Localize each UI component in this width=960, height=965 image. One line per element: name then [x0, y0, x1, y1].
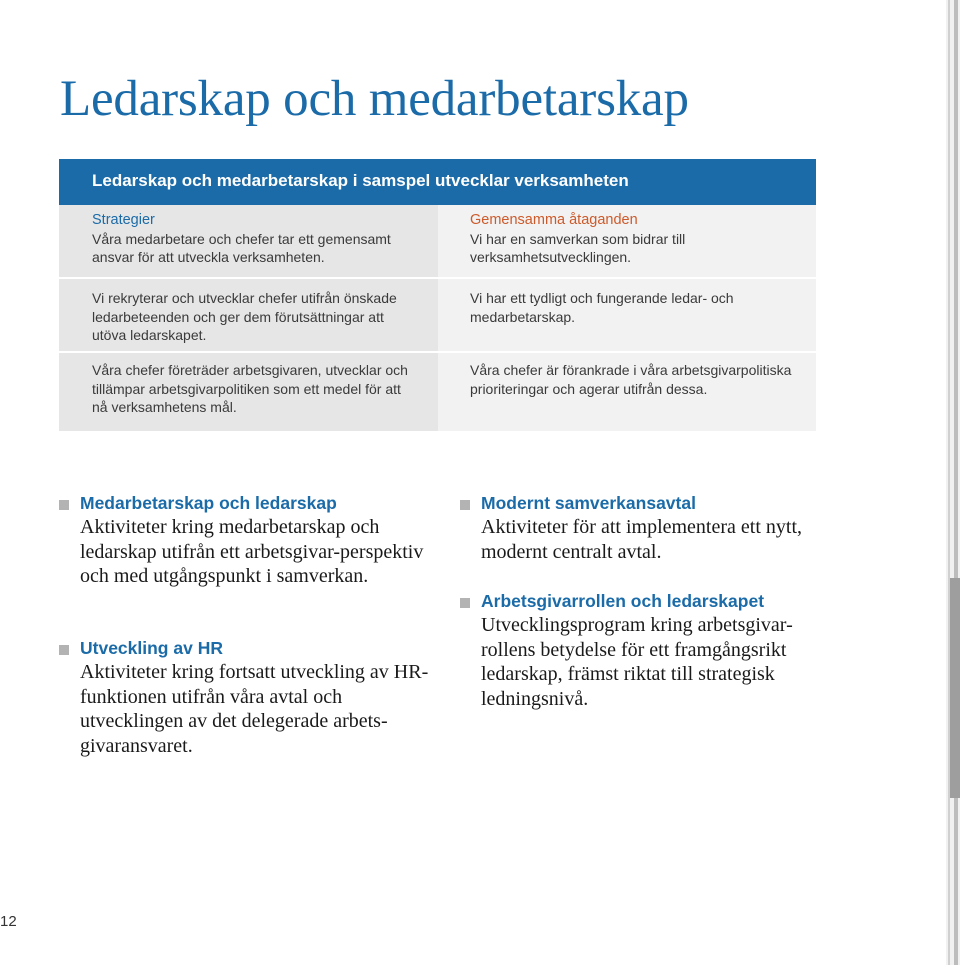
activity-heading: Modernt samverkansavtal	[481, 493, 696, 513]
commitment-item: Våra chefer är förankrade i våra arbetsgivarpolitiska prioriteringar och agerar utifrån dessa.	[470, 362, 792, 397]
square-bullet-icon	[460, 500, 470, 510]
table-header: Ledarskap och medarbetarskap i samspel utvecklar verksamheten	[59, 159, 816, 205]
commitment-item: Vi har ett tydligt och fungerande ledar- och medarbetarskap.	[470, 290, 734, 325]
square-bullet-icon	[460, 598, 470, 608]
square-bullet-icon	[59, 645, 69, 655]
row-divider	[59, 351, 438, 353]
row-divider	[438, 351, 816, 353]
page-edge-decoration	[946, 0, 960, 965]
row-divider	[438, 277, 816, 279]
page-title: Ledarskap och medarbetarskap	[60, 71, 689, 127]
activity-heading: Arbetsgivarrollen och ledarskapet	[481, 591, 765, 611]
row-divider	[59, 277, 438, 279]
commitment-text: Vi har en samverkan som bidrar till verksamhetsutvecklingen.	[470, 230, 686, 265]
strategy-item: Våra chefer företräder arbetsgivaren, utvecklar och tillämpar arbetsgivarpolitiken som ett medel för att nå verksamhetens mål.	[92, 362, 408, 415]
activity-text: Aktiviteter för att implementera ett nytt, modernt centralt avtal.	[481, 516, 803, 563]
commitments-heading: Gemensamma åtaganden	[470, 212, 638, 228]
edge-tab-marker	[950, 578, 960, 798]
strategy-heading: Strategier	[92, 212, 155, 228]
strategy-column	[59, 205, 438, 431]
activity-heading: Medarbetarskap och ledarskap	[80, 493, 337, 513]
activity-text: Aktiviteter kring medarbetarskap och ledarskap utifrån ett arbetsgivar-perspektiv och med utgångspunkt i samverkan.	[80, 516, 424, 587]
page-number: 12	[0, 913, 17, 930]
commitments-column	[438, 205, 816, 431]
edge-line	[948, 0, 950, 965]
strategy-item: Vi rekryterar och utvecklar chefer utifrån önskade ledarbeteenden och ger dem förutsättningar att utöva ledarskapet.	[92, 290, 397, 343]
commitment-item	[470, 211, 806, 267]
activity-text: Utvecklingsprogram kring arbetsgivar-rollens betydelse för ett framgångsrikt ledarskap, främst riktat till strategisk ledningsnivå.	[481, 614, 793, 710]
strategy-text: Våra medarbetare och chefer tar ett gemensamt ansvar för att utveckla verksamheten.	[92, 230, 391, 265]
edge-line	[954, 0, 958, 965]
activity-text: Aktiviteter kring fortsatt utveckling av HR-funktionen utifrån våra avtal och utvecklingen av det delegerade arbets-givaransvaret.	[80, 661, 429, 757]
strategy-item	[92, 211, 417, 267]
activity-heading: Utveckling av HR	[80, 638, 223, 658]
square-bullet-icon	[59, 500, 69, 510]
